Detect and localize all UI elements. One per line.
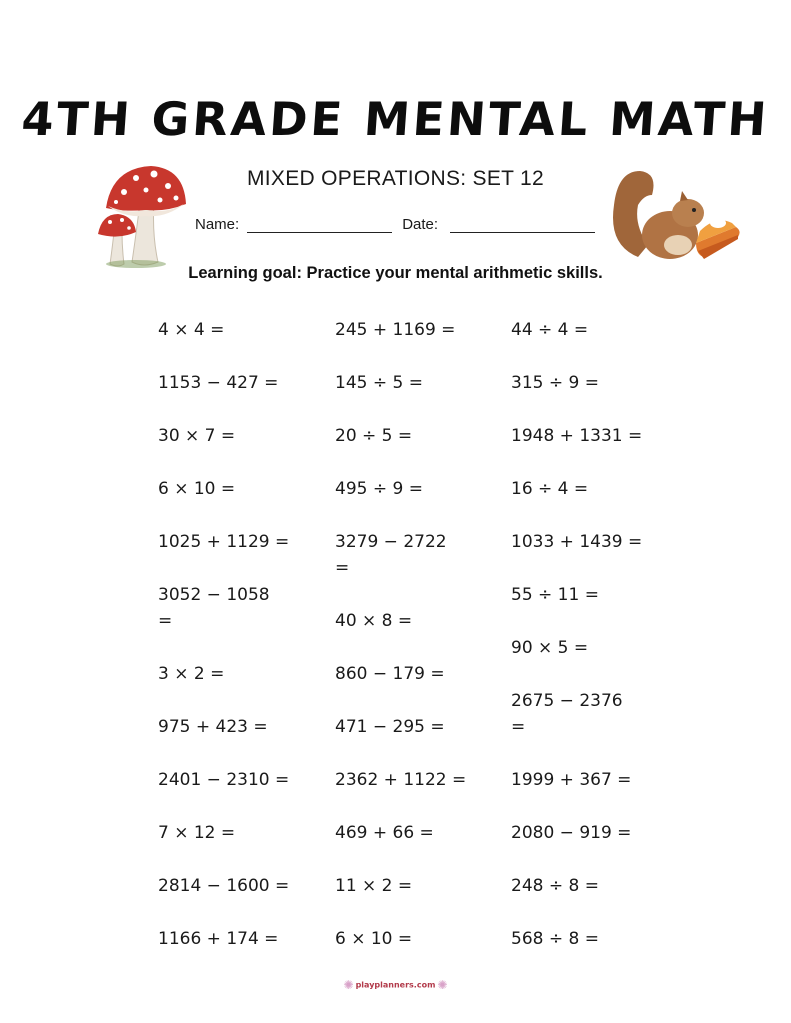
problem: 1033 + 1439 = — [511, 532, 643, 552]
problem: 860 − 179 = — [335, 664, 445, 684]
page-title: 4TH GRADE MENTAL MATH — [19, 92, 772, 146]
problem: 7 × 12 = — [158, 823, 236, 843]
problem: 245 + 1169 = — [335, 320, 456, 340]
problem: 90 × 5 = — [511, 638, 589, 658]
problem: 3052 − 1058 = — [158, 585, 270, 631]
problem: 40 × 8 = — [335, 611, 413, 631]
problem: 975 + 423 = — [158, 717, 268, 737]
problem: 2675 − 2376 = — [511, 691, 623, 737]
problem: 3279 − 2722 = — [335, 532, 447, 578]
problem: 16 ÷ 4 = — [511, 479, 589, 499]
problem: 2814 − 1600 = — [158, 876, 290, 896]
date-field[interactable] — [450, 218, 595, 233]
problem: 3 × 2 = — [158, 664, 225, 684]
problem: 315 ÷ 9 = — [511, 373, 599, 393]
sparkle-icon: ✺ — [343, 978, 354, 992]
problem: 44 ÷ 4 = — [511, 320, 589, 340]
footer-site: playplanners.com — [355, 980, 436, 990]
problem: 1948 + 1331 = — [511, 426, 643, 446]
problem: 6 × 10 = — [335, 929, 413, 949]
problem: 6 × 10 = — [158, 479, 236, 499]
problem: 145 ÷ 5 = — [335, 373, 423, 393]
problem: 4 × 4 = — [158, 320, 225, 340]
problem: 2362 + 1122 = — [335, 770, 467, 790]
problem: 1025 + 1129 = — [158, 532, 290, 552]
name-field[interactable] — [247, 218, 392, 233]
problem: 495 ÷ 9 = — [335, 479, 423, 499]
problem: 469 + 66 = — [335, 823, 434, 843]
name-date-row — [195, 216, 615, 233]
problem: 55 ÷ 11 = — [511, 585, 599, 605]
footer-brand — [0, 978, 791, 992]
problem: 11 × 2 = — [335, 876, 413, 896]
learning-goal: Learning goal: Practice your mental arithmetic skills. — [188, 264, 603, 282]
problem: 568 ÷ 8 = — [511, 929, 599, 949]
problem: 471 − 295 = — [335, 717, 445, 737]
name-label: Name: — [195, 216, 240, 233]
problem: 1166 + 174 = — [158, 929, 279, 949]
problem: 1153 − 427 = — [158, 373, 279, 393]
problem: 248 ÷ 8 = — [511, 876, 599, 896]
problem: 2401 − 2310 = — [158, 770, 290, 790]
sparkle-icon: ✺ — [437, 978, 448, 992]
problem: 1999 + 367 = — [511, 770, 632, 790]
problem: 30 × 7 = — [158, 426, 236, 446]
problem: 2080 − 919 = — [511, 823, 632, 843]
worksheet-subtitle: MIXED OPERATIONS: SET 12 — [247, 167, 544, 190]
problem: 20 ÷ 5 = — [335, 426, 413, 446]
date-label: Date: — [402, 216, 439, 233]
